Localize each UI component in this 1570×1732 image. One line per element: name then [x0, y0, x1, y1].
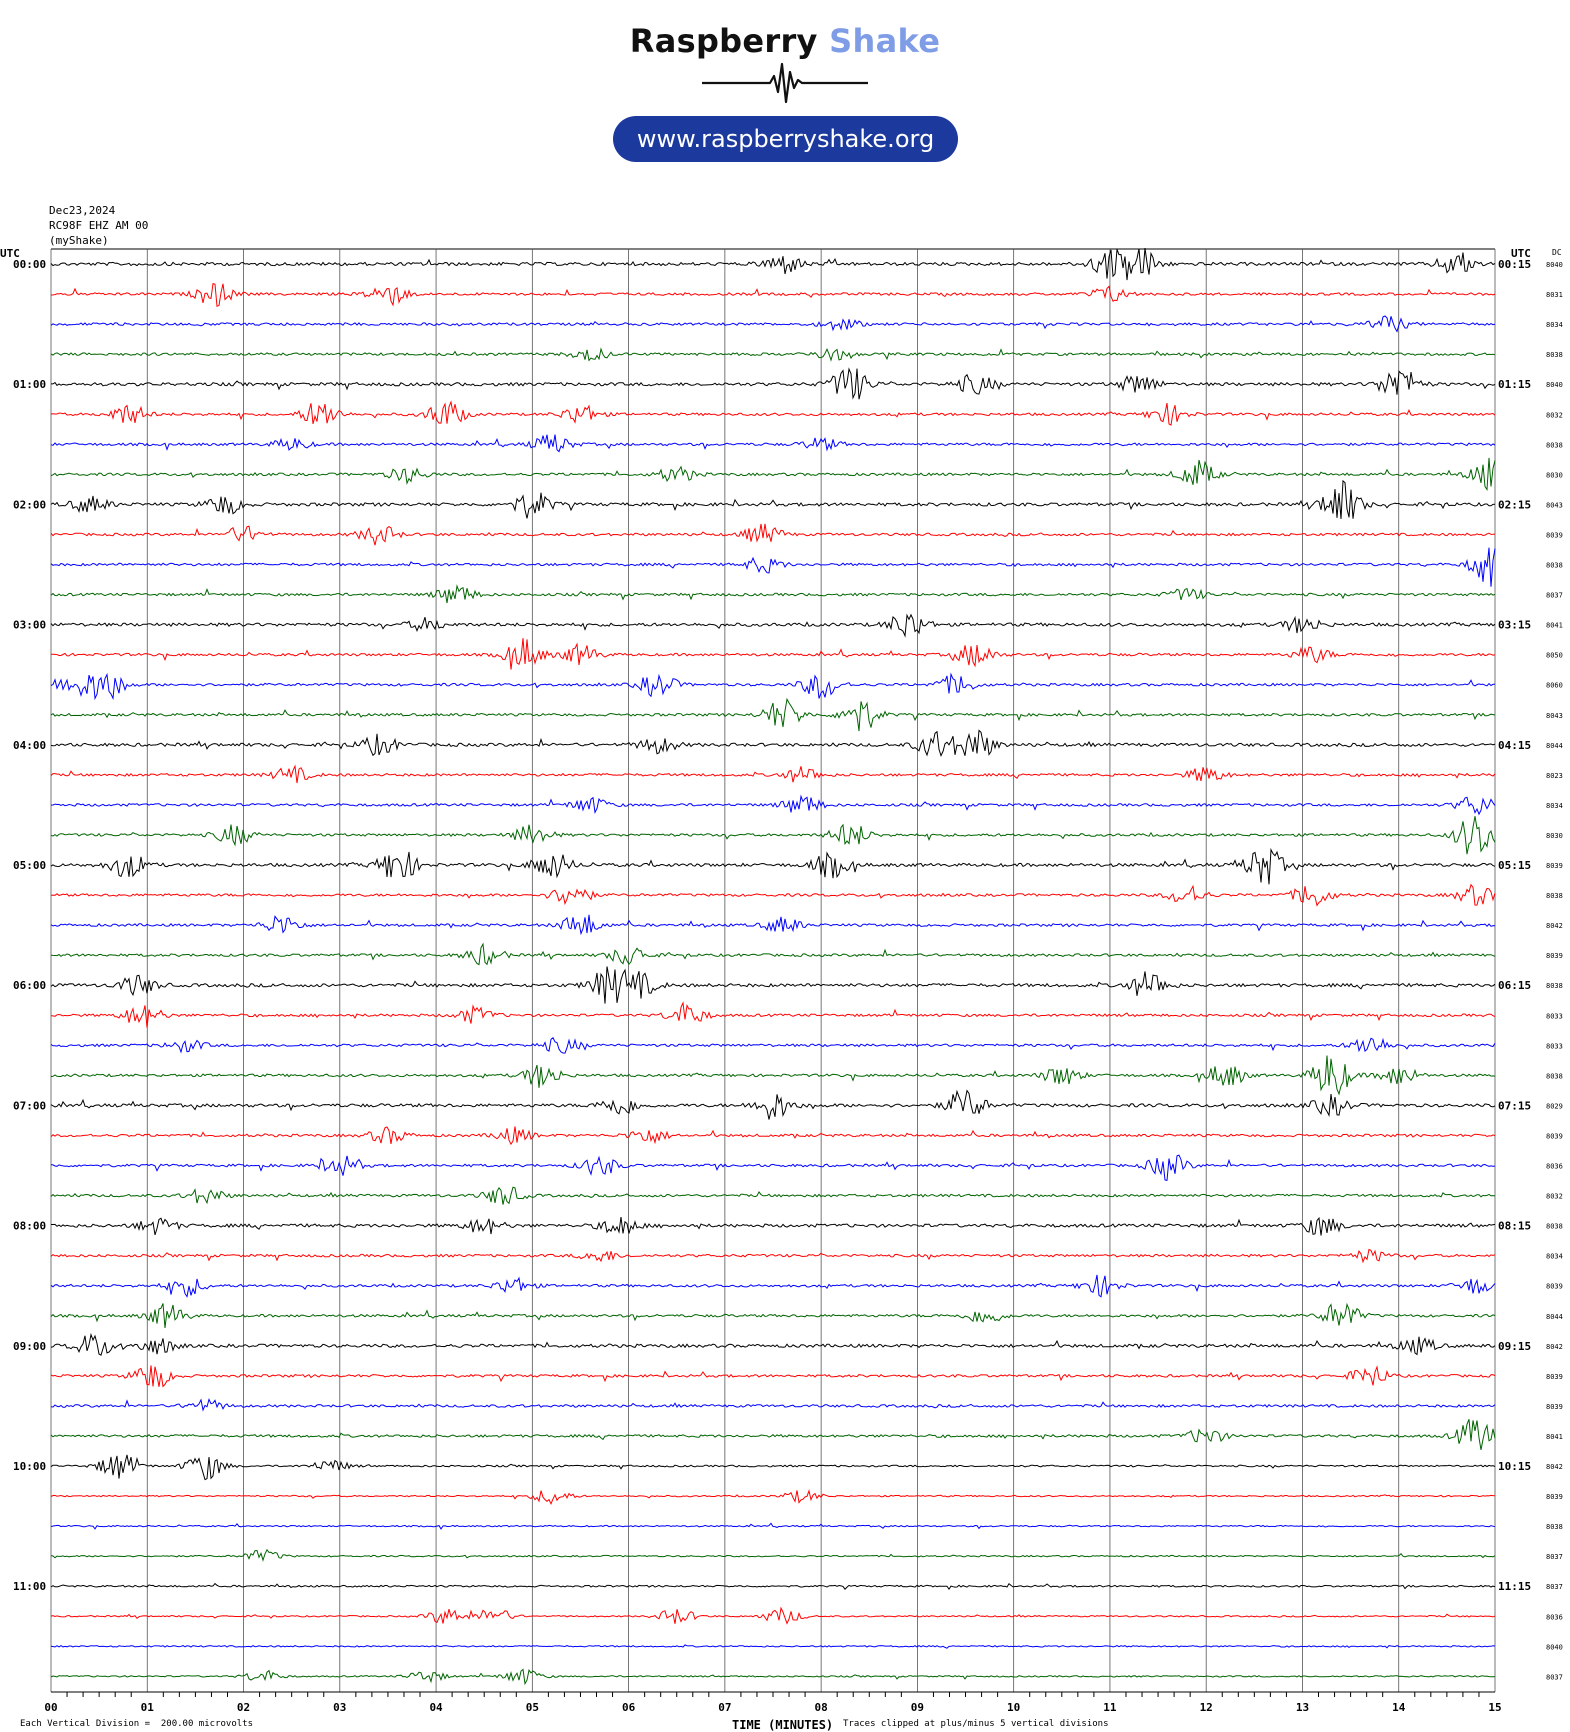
seismic-trace [51, 548, 1495, 587]
seismic-trace [51, 524, 1495, 545]
seismic-trace [51, 1250, 1495, 1262]
dc-value: 8036 [1546, 1613, 1563, 1622]
dc-value: 8023 [1546, 771, 1563, 780]
dc-value: 8038 [1546, 1523, 1563, 1532]
x-axis-title: TIME (MINUTES) [732, 1718, 834, 1732]
seismic-trace [51, 944, 1495, 965]
right-hour-label: 11:15 [1498, 1580, 1532, 1594]
right-hour-label: 04:15 [1498, 738, 1532, 752]
meta-station: RC98F EHZ AM 00 [49, 219, 149, 232]
x-tick-label: 14 [1392, 1701, 1406, 1714]
seismic-trace [51, 1550, 1495, 1560]
left-hour-label: 07:00 [13, 1099, 47, 1113]
seismic-trace [51, 699, 1495, 731]
dc-value: 8033 [1546, 1042, 1563, 1051]
seismic-trace [51, 1003, 1495, 1028]
seismic-trace [51, 1126, 1495, 1144]
meta-network: (myShake) [49, 234, 109, 247]
dc-value: 8041 [1546, 621, 1563, 630]
x-tick-label: 01 [140, 1701, 154, 1714]
seismic-trace [51, 730, 1495, 755]
seismic-trace [51, 1056, 1495, 1094]
x-axis [44, 1692, 1501, 1714]
left-hour-label: 05:00 [13, 859, 47, 872]
dc-value: 8043 [1546, 711, 1563, 720]
dc-value: 8038 [1546, 561, 1563, 570]
seismic-trace [51, 1455, 1495, 1480]
left-hour-label: 01:00 [13, 378, 47, 392]
seismic-trace [51, 1091, 1495, 1120]
dc-value: 8039 [1546, 862, 1563, 870]
dc-value: 8060 [1546, 681, 1563, 690]
seismic-trace [51, 1187, 1495, 1204]
seismic-trace [51, 796, 1495, 814]
left-hour-label: 03:00 [13, 618, 47, 632]
x-tick-label: 05 [525, 1701, 539, 1714]
x-tick-label: 04 [429, 1701, 443, 1714]
left-hour-label: 02:00 [13, 498, 47, 512]
x-tick-label: 10 [1007, 1701, 1021, 1714]
x-tick-label: 06 [621, 1701, 636, 1714]
seismic-trace [51, 316, 1495, 332]
dc-value: 8038 [1546, 982, 1563, 991]
left-hour-label: 11:00 [13, 1580, 47, 1594]
clip-note: Traces clipped at plus/minus 5 vertical divisions [843, 1719, 1109, 1729]
seismic-trace [51, 1608, 1495, 1624]
dc-value: 8042 [1546, 1342, 1563, 1351]
logo-brand-raspberry: Raspberry [629, 22, 818, 60]
seismic-trace [51, 284, 1495, 307]
dc-value: 8039 [1546, 1402, 1563, 1411]
dc-value: 8037 [1546, 1583, 1563, 1592]
seismic-trace [51, 1303, 1495, 1328]
left-hour-label: 06:00 [13, 979, 47, 993]
dc-value: 8038 [1546, 441, 1563, 450]
dc-value: 8044 [1546, 741, 1563, 750]
left-hour-labels [13, 258, 46, 1593]
trace-group [51, 248, 1495, 1684]
x-tick-label: 13 [1295, 1701, 1310, 1714]
dc-title: DC [1552, 248, 1562, 257]
meta-date: Dec23,2024 [49, 204, 116, 217]
dc-value: 8037 [1546, 1673, 1563, 1682]
seismic-trace [51, 1523, 1495, 1529]
seismic-trace [51, 1217, 1495, 1235]
seismic-trace [51, 638, 1495, 669]
seismic-trace [51, 1335, 1495, 1355]
x-tick-label: 11 [1103, 1701, 1117, 1714]
right-hour-label: 05:15 [1498, 859, 1532, 872]
seismic-trace [51, 402, 1495, 425]
dc-value: 8034 [1546, 1252, 1563, 1261]
seismic-trace [51, 766, 1495, 783]
dc-value: 8037 [1546, 1553, 1563, 1562]
dc-value-labels [1546, 261, 1563, 1681]
x-tick-label: 07 [718, 1701, 732, 1714]
dc-value: 8039 [1546, 952, 1563, 961]
x-tick-label: 15 [1488, 1701, 1502, 1714]
seismic-trace [51, 967, 1495, 1004]
seismic-trace [51, 369, 1495, 400]
left-hour-label: 10:00 [13, 1460, 47, 1473]
seismic-trace [51, 1399, 1495, 1410]
dc-value: 8039 [1546, 531, 1563, 540]
dc-value: 8039 [1546, 1493, 1563, 1502]
right-hour-label: 06:15 [1498, 979, 1532, 993]
seismic-trace [51, 458, 1495, 490]
dc-value: 8036 [1546, 1162, 1563, 1171]
right-hour-label: 09:15 [1498, 1339, 1532, 1353]
dc-value: 8032 [1546, 411, 1563, 420]
dc-value: 8037 [1546, 591, 1563, 600]
x-tick-label: 00 [44, 1701, 58, 1714]
seismic-trace [51, 1419, 1495, 1450]
seismic-trace [51, 435, 1495, 452]
left-hour-label: 08:00 [13, 1219, 47, 1233]
right-utc-title: UTC [1511, 247, 1531, 260]
right-hour-label: 10:15 [1498, 1460, 1532, 1473]
x-tick-label: 12 [1199, 1701, 1213, 1714]
seismic-trace [51, 248, 1495, 280]
seismic-trace [51, 915, 1495, 934]
right-hour-labels [1498, 258, 1531, 1593]
seismic-trace [51, 349, 1495, 360]
seismic-trace [51, 481, 1495, 519]
seismic-trace [51, 1038, 1495, 1053]
dc-value: 8040 [1546, 261, 1563, 269]
seismic-trace [51, 1490, 1495, 1503]
seismic-trace [51, 1670, 1495, 1684]
right-hour-label: 00:15 [1498, 258, 1532, 271]
division-note: Each Vertical Division = 200.00 microvolts [20, 1719, 253, 1729]
dc-value: 8038 [1546, 351, 1563, 360]
seismic-trace [51, 1275, 1495, 1297]
minute-grid [51, 249, 1495, 1692]
x-tick-label: 02 [236, 1701, 251, 1714]
dc-value: 8034 [1546, 321, 1563, 330]
dc-value: 8041 [1546, 1432, 1563, 1441]
right-hour-label: 03:15 [1498, 618, 1532, 632]
seismic-trace [51, 1365, 1495, 1386]
x-tick-label: 03 [333, 1701, 347, 1714]
seismic-trace [51, 1645, 1495, 1648]
seismic-trace [51, 586, 1495, 603]
website-link[interactable]: www.raspberryshake.org [613, 116, 958, 162]
dc-value: 8030 [1546, 471, 1563, 480]
dc-value: 8038 [1546, 1072, 1563, 1081]
left-hour-label: 09:00 [13, 1339, 47, 1353]
dc-value: 8032 [1546, 1192, 1563, 1201]
dc-value: 8042 [1546, 922, 1563, 931]
right-hour-label: 01:15 [1498, 378, 1532, 392]
dc-value: 8029 [1546, 1102, 1563, 1111]
seismic-trace [51, 1584, 1495, 1590]
seismic-trace [51, 885, 1495, 906]
dc-value: 8031 [1546, 291, 1563, 300]
dc-value: 8040 [1546, 1643, 1563, 1652]
dc-value: 8040 [1546, 381, 1563, 390]
dc-value: 8030 [1546, 831, 1563, 840]
dc-value: 8034 [1546, 801, 1563, 810]
seismic-trace [51, 615, 1495, 636]
left-utc-title: UTC [0, 247, 20, 260]
right-hour-label: 08:15 [1498, 1219, 1532, 1233]
dc-value: 8039 [1546, 1372, 1563, 1381]
left-hour-label: 00:00 [13, 258, 47, 271]
dc-value: 8043 [1546, 501, 1563, 510]
seismic-trace [51, 1155, 1495, 1180]
left-hour-label: 04:00 [13, 738, 47, 752]
dc-value: 8038 [1546, 1222, 1563, 1231]
right-hour-label: 02:15 [1498, 498, 1532, 512]
x-tick-label: 08 [814, 1701, 828, 1714]
seismic-trace [51, 850, 1495, 885]
dc-value: 8039 [1546, 1282, 1563, 1291]
dc-value: 8042 [1546, 1463, 1563, 1471]
seismic-trace [51, 816, 1495, 854]
dc-value: 8044 [1546, 1312, 1563, 1321]
dc-value: 8033 [1546, 1012, 1563, 1021]
dc-value: 8050 [1546, 651, 1563, 660]
dc-value: 8039 [1546, 1132, 1563, 1141]
right-hour-label: 07:15 [1498, 1099, 1532, 1113]
dc-value: 8038 [1546, 892, 1563, 901]
logo-brand-shake: Shake [829, 22, 941, 60]
x-tick-label: 09 [910, 1701, 925, 1714]
seismic-trace [51, 674, 1495, 698]
